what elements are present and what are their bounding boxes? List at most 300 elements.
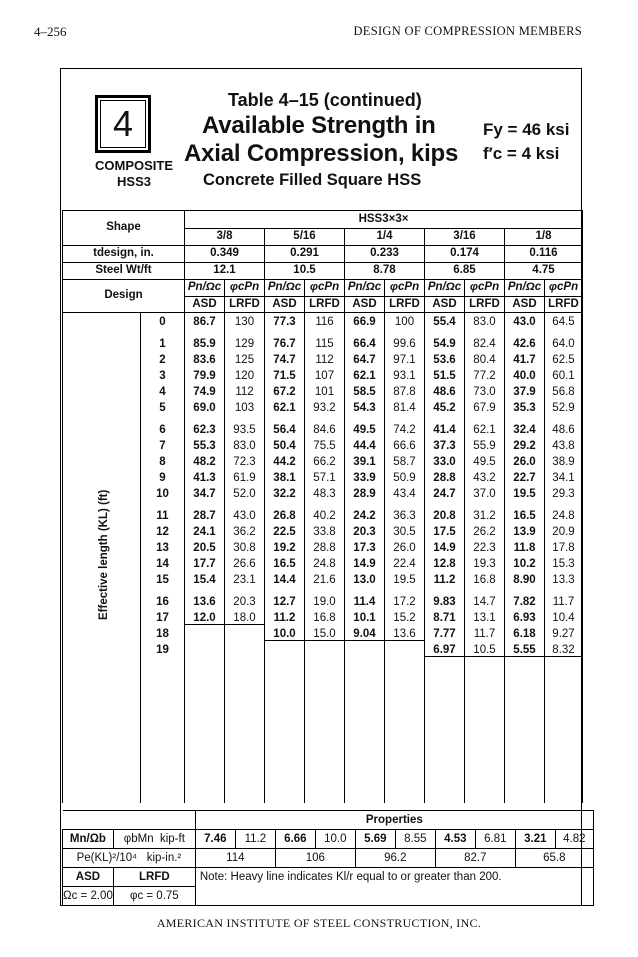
table-cell: 16.8 <box>465 571 505 587</box>
table-cell: 12.0 <box>185 609 225 625</box>
table-cell <box>345 641 385 657</box>
table-cell: 18.0 <box>225 609 265 625</box>
table-cell: 40.0 <box>505 367 545 383</box>
table-cell: 76.7 <box>265 329 305 351</box>
table-cell: 56.4 <box>265 415 305 437</box>
axis-cell <box>63 351 141 367</box>
table-cell: 23.1 <box>225 571 265 587</box>
table-cell: 21.6 <box>305 571 345 587</box>
asd-header-4: ASD <box>505 297 545 313</box>
design-label: Design <box>63 280 185 313</box>
asd-label: ASD <box>63 868 114 887</box>
table-cell: 26.2 <box>465 523 505 539</box>
note: Note: Heavy line indicates Kl/r equal to or greater than 200. <box>195 868 593 906</box>
table-cell: 24.8 <box>545 501 583 523</box>
table-cell: 81.4 <box>385 399 425 415</box>
table-cell: 19.5 <box>385 571 425 587</box>
mn-value: 10.0 <box>315 830 355 849</box>
table-cell: 28.7 <box>185 501 225 523</box>
table-cell <box>265 641 305 657</box>
kl-value: 16 <box>141 587 185 609</box>
empty-cell <box>545 657 583 803</box>
table-cell: 35.3 <box>505 399 545 415</box>
properties-title: Properties <box>195 811 593 830</box>
table-cell: 80.4 <box>465 351 505 367</box>
table-row <box>63 539 583 555</box>
table-cell: 99.6 <box>385 329 425 351</box>
table-cell: 43.8 <box>545 437 583 453</box>
table-cell: 14.9 <box>345 555 385 571</box>
table-cell: 66.6 <box>385 437 425 453</box>
table-cell: 67.9 <box>465 399 505 415</box>
table-cell: 28.8 <box>305 539 345 555</box>
mn-value: 3.21 <box>515 830 555 849</box>
table-cell: 77.3 <box>265 313 305 329</box>
table-cell: 50.9 <box>385 469 425 485</box>
table-cell: 55.4 <box>425 313 465 329</box>
table-row <box>63 383 583 399</box>
table-cell: 41.7 <box>505 351 545 367</box>
table-cell: 62.3 <box>185 415 225 437</box>
table-cell: 64.7 <box>345 351 385 367</box>
table-cell: 22.4 <box>385 555 425 571</box>
table-cell: 36.2 <box>225 523 265 539</box>
table-cell: 129 <box>225 329 265 351</box>
kl-value: 3 <box>141 367 185 383</box>
section-title: DESIGN OF COMPRESSION MEMBERS <box>353 24 582 38</box>
table-cell: 36.3 <box>385 501 425 523</box>
table-cell: 130 <box>225 313 265 329</box>
mn-value: 4.53 <box>435 830 475 849</box>
table-cell: 29.2 <box>505 437 545 453</box>
table-cell <box>225 641 265 657</box>
table-row <box>63 329 583 351</box>
empty-cell <box>305 657 345 803</box>
table-cell: 30.8 <box>225 539 265 555</box>
axis-cell <box>63 453 141 469</box>
table-cell: 5.55 <box>505 641 545 657</box>
table-row <box>63 625 583 641</box>
empty-cell <box>505 657 545 803</box>
table-cell: 11.7 <box>465 625 505 641</box>
empty-cell <box>345 657 385 803</box>
pe-unit: kip-in.² <box>146 852 182 864</box>
table-row <box>63 523 583 539</box>
kl-value: 19 <box>141 641 185 657</box>
table-cell: 8.32 <box>545 641 583 657</box>
table-cell: 43.0 <box>505 313 545 329</box>
table-cell: 10.1 <box>345 609 385 625</box>
table-cell: 49.5 <box>345 415 385 437</box>
table-cell: 20.5 <box>185 539 225 555</box>
table-cell: 29.3 <box>545 485 583 501</box>
kl-value: 14 <box>141 555 185 571</box>
table-cell: 74.2 <box>385 415 425 437</box>
table-row <box>63 609 583 625</box>
mn-value: 8.55 <box>395 830 435 849</box>
kl-value: 9 <box>141 469 185 485</box>
table-cell: 26.8 <box>265 501 305 523</box>
formula-lrfd-4: φcPn <box>545 280 583 297</box>
table-cell: 57.1 <box>305 469 345 485</box>
empty-cell <box>63 657 141 803</box>
asd-header-1: ASD <box>265 297 305 313</box>
table-cell: 82.4 <box>465 329 505 351</box>
thickness-4: 1/8 <box>505 229 583 246</box>
table-cell: 17.5 <box>425 523 465 539</box>
phi-value: φc = 0.75 <box>113 887 195 906</box>
kl-value: 7 <box>141 437 185 453</box>
table-row <box>63 351 583 367</box>
table-cell: 60.1 <box>545 367 583 383</box>
kl-value: 6 <box>141 415 185 437</box>
table-cell: 83.6 <box>185 351 225 367</box>
pe-value: 82.7 <box>435 849 515 868</box>
table-cell: 19.3 <box>465 555 505 571</box>
steel-wt-3: 6.85 <box>425 263 505 280</box>
axis-cell <box>63 415 141 437</box>
table-cell: 72.3 <box>225 453 265 469</box>
chapter-number: 4 <box>100 100 146 148</box>
table-cell: 58.5 <box>345 383 385 399</box>
table-cell: 24.2 <box>345 501 385 523</box>
table-subtitle: Concrete Filled Square HSS <box>203 171 422 189</box>
table-cell: 17.3 <box>345 539 385 555</box>
table-cell: 55.3 <box>185 437 225 453</box>
pe-label: Pe(KL)²/10⁴ <box>76 852 138 864</box>
omega-value: Ωc = 2.00 <box>63 887 114 906</box>
pe-value: 106 <box>275 849 355 868</box>
table-row <box>63 399 583 415</box>
table-cell: 48.2 <box>185 453 225 469</box>
empty-cell <box>185 657 225 803</box>
steel-wt-label: Steel Wt/ft <box>63 263 185 280</box>
table-cell: 74.9 <box>185 383 225 399</box>
table-cell: 14.9 <box>425 539 465 555</box>
table-cell <box>185 625 225 641</box>
table-cell: 7.77 <box>425 625 465 641</box>
table-row <box>63 587 583 609</box>
axis-label: Effective length (KL) (ft) <box>98 489 110 620</box>
pe-label-cell <box>63 849 196 868</box>
empty-cell <box>225 657 265 803</box>
formula-lrfd-3: φcPn <box>465 280 505 297</box>
table-cell: 112 <box>225 383 265 399</box>
shape-header: Shape <box>63 211 185 246</box>
mn-lrfd-label <box>113 830 195 849</box>
table-cell: 93.1 <box>385 367 425 383</box>
steel-wt-0: 12.1 <box>185 263 265 280</box>
axis-cell <box>63 641 141 657</box>
table-cell: 30.5 <box>385 523 425 539</box>
table-cell: 49.5 <box>465 453 505 469</box>
table-cell: 10.5 <box>465 641 505 657</box>
table-cell: 62.1 <box>345 367 385 383</box>
kl-value: 5 <box>141 399 185 415</box>
table-cell: 24.8 <box>305 555 345 571</box>
table-cell: 112 <box>305 351 345 367</box>
lrfd-header-0: LRFD <box>225 297 265 313</box>
table-cell: 17.2 <box>385 587 425 609</box>
t-design-2: 0.233 <box>345 246 425 263</box>
mn-lrfd-symbol: φbMn <box>123 833 154 845</box>
table-cell: 28.8 <box>425 469 465 485</box>
table-cell: 13.6 <box>185 587 225 609</box>
table-row <box>63 367 583 383</box>
table-cell: 66.4 <box>345 329 385 351</box>
kl-value: 18 <box>141 625 185 641</box>
kl-value: 10 <box>141 485 185 501</box>
lrfd-header-1: LRFD <box>305 297 345 313</box>
table-cell: 10.4 <box>545 609 583 625</box>
empty-cell <box>141 657 185 803</box>
table-cell: 86.7 <box>185 313 225 329</box>
table-row <box>63 437 583 453</box>
table-continued-label: Table 4–15 (continued) <box>228 90 422 110</box>
table-cell: 38.9 <box>545 453 583 469</box>
table-cell: 37.9 <box>505 383 545 399</box>
table-cell: 120 <box>225 367 265 383</box>
table-cell: 32.2 <box>265 485 305 501</box>
table-cell: 43.4 <box>385 485 425 501</box>
table-cell: 7.82 <box>505 587 545 609</box>
table-cell: 15.4 <box>185 571 225 587</box>
table-cell: 22.5 <box>265 523 305 539</box>
table-cell: 116 <box>305 313 345 329</box>
table-cell: 9.27 <box>545 625 583 641</box>
table-cell: 13.1 <box>465 609 505 625</box>
table-cell: 19.2 <box>265 539 305 555</box>
table-row <box>63 641 583 657</box>
table-row <box>63 501 583 523</box>
table-cell: 9.83 <box>425 587 465 609</box>
table-cell: 87.8 <box>385 383 425 399</box>
table-cell: 20.9 <box>545 523 583 539</box>
table-cell: 64.0 <box>545 329 583 351</box>
table-cell: 54.9 <box>425 329 465 351</box>
table-cell: 42.6 <box>505 329 545 351</box>
kl-value: 17 <box>141 609 185 625</box>
pe-value: 65.8 <box>515 849 593 868</box>
properties-table <box>62 810 594 906</box>
table-cell: 22.3 <box>465 539 505 555</box>
table-cell: 11.7 <box>545 587 583 609</box>
table-cell: 58.7 <box>385 453 425 469</box>
table-cell: 125 <box>225 351 265 367</box>
lrfd-header-4: LRFD <box>545 297 583 313</box>
table-cell: 44.4 <box>345 437 385 453</box>
table-cell: 20.3 <box>345 523 385 539</box>
table-cell <box>185 641 225 657</box>
table-cell: 24.7 <box>425 485 465 501</box>
mn-asd-label: Mn/Ωb <box>63 830 114 849</box>
table-cell: 41.4 <box>425 415 465 437</box>
table-cell: 75.5 <box>305 437 345 453</box>
badge-caption-2: HSS3 <box>117 174 151 189</box>
table-cell: 77.2 <box>465 367 505 383</box>
table-cell: 14.4 <box>265 571 305 587</box>
asd-header-0: ASD <box>185 297 225 313</box>
table-cell: 51.5 <box>425 367 465 383</box>
lrfd-header-3: LRFD <box>465 297 505 313</box>
table-title-line1: Available Strength in <box>202 112 436 139</box>
table-row <box>63 469 583 485</box>
table-cell: 101 <box>305 383 345 399</box>
table-row <box>63 571 583 587</box>
mn-value: 6.81 <box>475 830 515 849</box>
empty-cell <box>465 657 505 803</box>
table-cell: 56.8 <box>545 383 583 399</box>
table-cell: 115 <box>305 329 345 351</box>
table-cell: 11.2 <box>265 609 305 625</box>
table-cell <box>305 641 345 657</box>
table-cell: 50.4 <box>265 437 305 453</box>
formula-lrfd-2: φcPn <box>385 280 425 297</box>
table-cell: 13.0 <box>345 571 385 587</box>
axis-cell <box>63 625 141 641</box>
table-cell: 100 <box>385 313 425 329</box>
table-cell: 33.0 <box>425 453 465 469</box>
kl-value: 13 <box>141 539 185 555</box>
table-cell: 34.1 <box>545 469 583 485</box>
table-cell: 48.6 <box>425 383 465 399</box>
fy-label: Fy = 46 ksi <box>483 120 570 139</box>
t-design-0: 0.349 <box>185 246 265 263</box>
pe-value: 96.2 <box>355 849 435 868</box>
table-cell: 6.93 <box>505 609 545 625</box>
thickness-0: 3/8 <box>185 229 265 246</box>
formula-asd-1: Pn/Ωc <box>265 280 305 297</box>
kl-value: 0 <box>141 313 185 329</box>
mn-value: 11.2 <box>235 830 275 849</box>
table-cell: 16.5 <box>505 501 545 523</box>
table-cell: 10.2 <box>505 555 545 571</box>
mn-unit: kip-ft <box>159 833 185 845</box>
table-cell: 12.8 <box>425 555 465 571</box>
kl-value: 11 <box>141 501 185 523</box>
table-row <box>63 313 583 329</box>
table-cell: 33.9 <box>345 469 385 485</box>
table-cell: 34.7 <box>185 485 225 501</box>
table-cell: 15.0 <box>305 625 345 641</box>
table-cell: 26.6 <box>225 555 265 571</box>
asd-header-2: ASD <box>345 297 385 313</box>
table-cell: 26.0 <box>385 539 425 555</box>
formula-asd-4: Pn/Ωc <box>505 280 545 297</box>
axis-cell <box>63 437 141 453</box>
empty-cell <box>265 657 305 803</box>
kl-value: 2 <box>141 351 185 367</box>
mn-value: 4.82 <box>555 830 593 849</box>
axis-cell <box>63 383 141 399</box>
formula-lrfd-0: φcPn <box>225 280 265 297</box>
table-cell: 32.4 <box>505 415 545 437</box>
axis-cell <box>63 367 141 383</box>
pe-value: 114 <box>195 849 275 868</box>
table-cell: 67.2 <box>265 383 305 399</box>
footer: AMERICAN INSTITUTE OF STEEL CONSTRUCTION, INC. <box>156 916 482 930</box>
thickness-3: 3/16 <box>425 229 505 246</box>
axis-cell <box>63 469 141 485</box>
lrfd-header-2: LRFD <box>385 297 425 313</box>
table-cell: 53.6 <box>425 351 465 367</box>
empty-cell <box>425 657 465 803</box>
mn-value: 6.66 <box>275 830 315 849</box>
table-cell: 6.97 <box>425 641 465 657</box>
table-cell: 19.0 <box>305 587 345 609</box>
table-cell: 11.2 <box>425 571 465 587</box>
kl-value: 8 <box>141 453 185 469</box>
table-cell: 93.2 <box>305 399 345 415</box>
thickness-1: 5/16 <box>265 229 345 246</box>
table-row <box>63 555 583 571</box>
formula-asd-0: Pn/Ωc <box>185 280 225 297</box>
table-cell: 66.9 <box>345 313 385 329</box>
formula-asd-2: Pn/Ωc <box>345 280 385 297</box>
table-cell: 41.3 <box>185 469 225 485</box>
table-cell: 31.2 <box>465 501 505 523</box>
mn-value: 5.69 <box>355 830 395 849</box>
table-cell: 62.1 <box>265 399 305 415</box>
table-cell: 6.18 <box>505 625 545 641</box>
table-cell: 83.0 <box>465 313 505 329</box>
table-cell: 13.9 <box>505 523 545 539</box>
table-cell: 26.0 <box>505 453 545 469</box>
table-cell: 66.2 <box>305 453 345 469</box>
steel-wt-2: 8.78 <box>345 263 425 280</box>
mn-value: 7.46 <box>195 830 235 849</box>
table-cell: 62.1 <box>465 415 505 437</box>
table-cell: 107 <box>305 367 345 383</box>
table-cell: 8.90 <box>505 571 545 587</box>
asd-header-3: ASD <box>425 297 465 313</box>
table-cell: 20.8 <box>425 501 465 523</box>
table-cell: 83.0 <box>225 437 265 453</box>
t-design-3: 0.174 <box>425 246 505 263</box>
table-cell: 11.8 <box>505 539 545 555</box>
table-cell: 54.3 <box>345 399 385 415</box>
table-cell: 37.0 <box>465 485 505 501</box>
table-cell: 19.5 <box>505 485 545 501</box>
table-cell: 74.7 <box>265 351 305 367</box>
axis-cell <box>63 329 141 351</box>
lrfd-label: LRFD <box>113 868 195 887</box>
table-cell: 61.9 <box>225 469 265 485</box>
table-cell: 16.8 <box>305 609 345 625</box>
formula-lrfd-1: φcPn <box>305 280 345 297</box>
steel-wt-1: 10.5 <box>265 263 345 280</box>
table-cell: 13.3 <box>545 571 583 587</box>
t-design-1: 0.291 <box>265 246 345 263</box>
table-cell: 16.5 <box>265 555 305 571</box>
table-cell: 71.5 <box>265 367 305 383</box>
table-row <box>63 453 583 469</box>
strength-table <box>62 210 583 803</box>
table-cell: 55.9 <box>465 437 505 453</box>
table-cell: 52.0 <box>225 485 265 501</box>
table-cell: 20.3 <box>225 587 265 609</box>
table-cell: 45.2 <box>425 399 465 415</box>
table-cell: 84.6 <box>305 415 345 437</box>
table-cell: 10.0 <box>265 625 305 641</box>
table-cell: 64.5 <box>545 313 583 329</box>
table-cell: 52.9 <box>545 399 583 415</box>
table-cell: 48.3 <box>305 485 345 501</box>
table-cell: 44.2 <box>265 453 305 469</box>
page-number: 4–256 <box>34 24 67 39</box>
table-cell: 38.1 <box>265 469 305 485</box>
steel-wt-4: 4.75 <box>505 263 583 280</box>
